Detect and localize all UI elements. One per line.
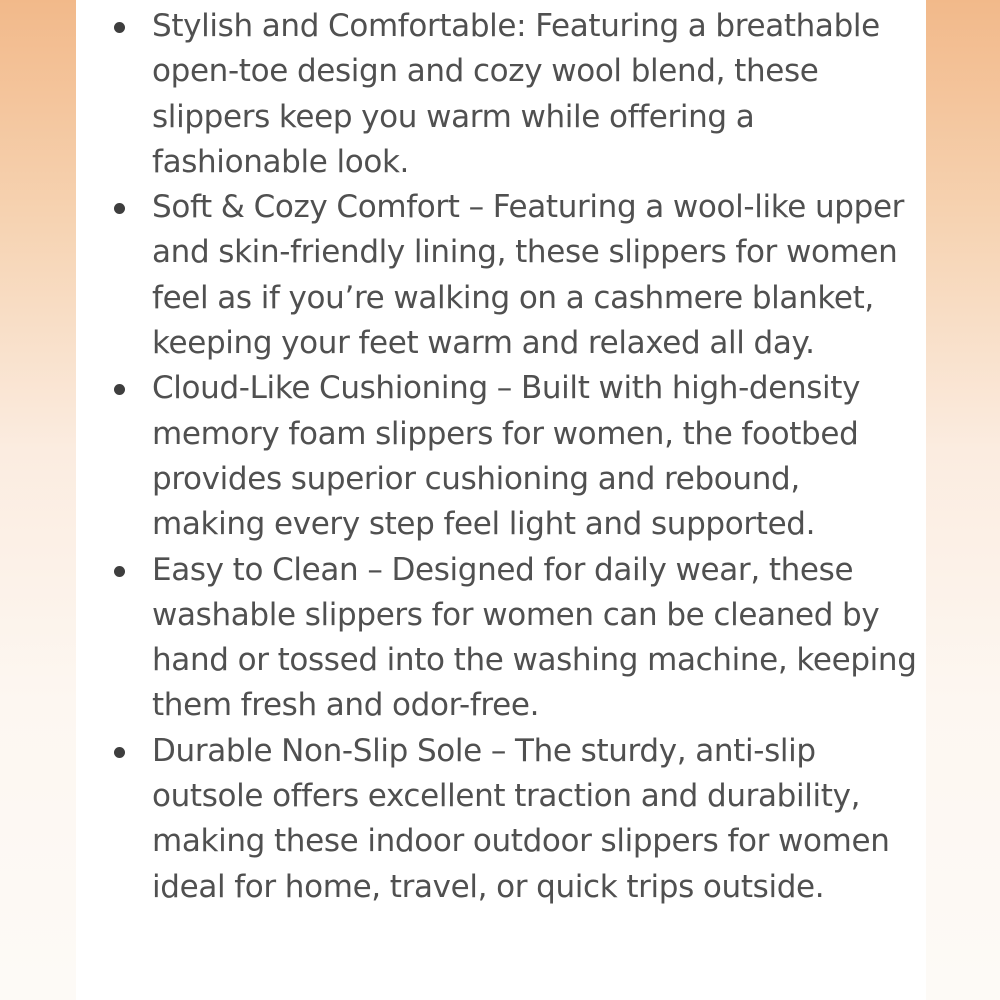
bullet-icon	[114, 747, 125, 758]
list-item-stylish-comfortable	[76, 4, 926, 185]
feature-text: Cloud-Like Cushioning – Built with high-density memory foam slippers for women, the footbed provides superior cushioning and rebound, making every step feel light and supported.	[152, 370, 861, 543]
description-panel	[76, 0, 926, 1000]
background-right-margin	[924, 0, 1000, 1000]
feature-text: Durable Non-Slip Sole – The sturdy, anti-slip outsole offers excellent traction and durability, making these indoor outdoor slippers for women ideal for home, travel, or quick trips outside.	[152, 732, 890, 905]
bullet-icon	[114, 566, 125, 577]
background-left-margin	[0, 0, 76, 1000]
list-item-cloud-like-cushioning	[76, 366, 926, 547]
feature-list	[76, 4, 926, 910]
bullet-icon	[114, 22, 125, 33]
bullet-icon	[114, 384, 125, 395]
feature-text: Easy to Clean – Designed for daily wear, these washable slippers for women can be cleaned by hand or tossed into the washing machine, keeping them fresh and odor-free.	[152, 551, 917, 724]
bullet-icon	[114, 203, 125, 214]
list-item-soft-cozy-comfort	[76, 185, 926, 366]
list-item-durable-non-slip-sole	[76, 729, 926, 910]
list-item-easy-to-clean	[76, 548, 926, 729]
feature-text: Soft & Cozy Comfort – Featuring a wool-like upper and skin-friendly lining, these slippers for women feel as if you’re walking on a cashmere blanket, keeping your feet warm and relaxed all day.	[152, 189, 905, 362]
feature-text: Stylish and Comfortable: Featuring a breathable open-toe design and cozy wool blend, these slippers keep you warm while offering a fashionable look.	[152, 8, 880, 180]
